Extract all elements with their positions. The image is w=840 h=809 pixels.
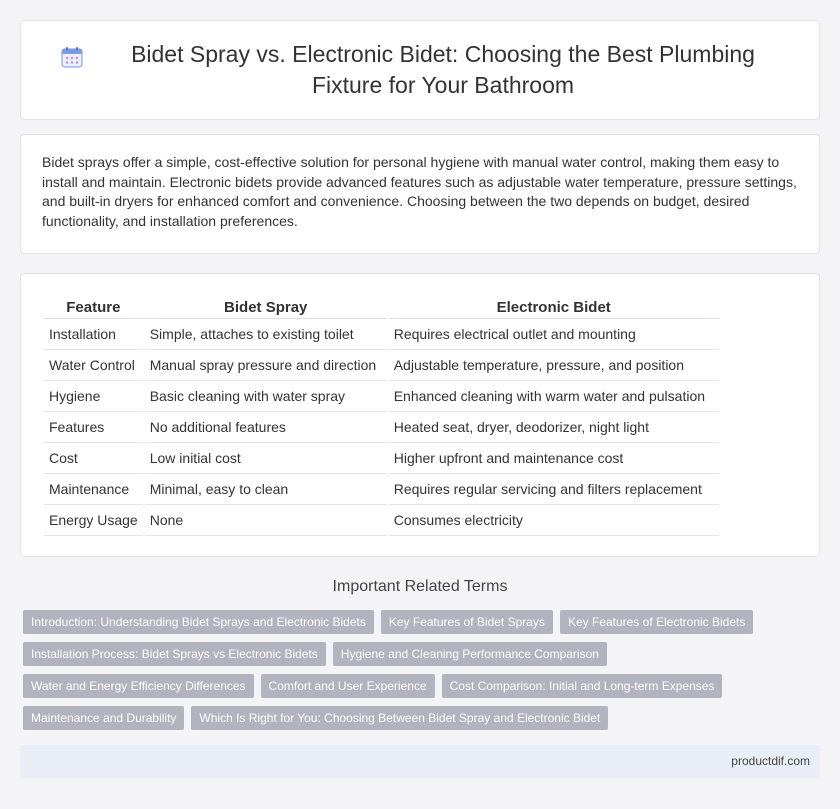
related-term-tag[interactable]: Key Features of Bidet Sprays: [381, 610, 553, 634]
tag-row: [23, 610, 823, 634]
column-header-bidet-spray: Bidet Spray: [145, 294, 387, 319]
table-row: [44, 412, 719, 443]
related-terms-tags: [23, 610, 823, 738]
table-cell: Manual spray pressure and direction: [145, 350, 387, 381]
table-cell: Requires electrical outlet and mounting: [389, 319, 719, 350]
related-term-tag[interactable]: Hygiene and Cleaning Performance Comparison: [333, 642, 607, 666]
column-header-feature: Feature: [44, 294, 143, 319]
table-cell: Minimal, easy to clean: [145, 474, 387, 505]
footer-site-link[interactable]: productdif.com: [731, 754, 810, 768]
table-cell: Low initial cost: [145, 443, 387, 474]
table-cell: Heated seat, dryer, deodorizer, night light: [389, 412, 719, 443]
table-cell: Simple, attaches to existing toilet: [145, 319, 387, 350]
column-header-electronic-bidet: Electronic Bidet: [389, 294, 719, 319]
related-term-tag[interactable]: Cost Comparison: Initial and Long-term Expenses: [442, 674, 723, 698]
related-terms-heading: Important Related Terms: [332, 578, 508, 595]
related-term-tag[interactable]: Water and Energy Efficiency Differences: [23, 674, 254, 698]
table-cell: None: [145, 505, 387, 536]
table-cell: Maintenance: [44, 474, 143, 505]
table-cell: Enhanced cleaning with warm water and pulsation: [389, 381, 719, 412]
table-cell: Cost: [44, 443, 143, 474]
table-cell: Adjustable temperature, pressure, and position: [389, 350, 719, 381]
table-header-row: [44, 294, 719, 319]
table-cell: Consumes electricity: [389, 505, 719, 536]
table-cell: No additional features: [145, 412, 387, 443]
table-row: [44, 350, 719, 381]
table-row: [44, 319, 719, 350]
table-row: [44, 443, 719, 474]
tag-row: [23, 642, 823, 666]
table-cell: Water Control: [44, 350, 143, 381]
related-term-tag[interactable]: Maintenance and Durability: [23, 706, 184, 730]
table-cell: Basic cleaning with water spray: [145, 381, 387, 412]
tag-row: [23, 674, 823, 698]
intro-paragraph: Bidet sprays offer a simple, cost-effective solution for personal hygiene with manual water control, making them easy to install and maintain. Electronic bidets provide advanced features such as adjustable water temperature, pressure settings, and built-in dryers for enhanced comfort and convenience. Choosing between the two depends on budget, desired functionality, and installation preferences.: [42, 154, 797, 229]
table-cell: Energy Usage: [44, 505, 143, 536]
related-term-tag[interactable]: Key Features of Electronic Bidets: [560, 610, 753, 634]
calendar-icon: [61, 46, 83, 68]
title-wrap: [21, 39, 819, 101]
footer: [20, 745, 820, 778]
related-term-tag[interactable]: Installation Process: Bidet Sprays vs Electronic Bidets: [23, 642, 326, 666]
comparison-table: [42, 294, 721, 536]
table-cell: Features: [44, 412, 143, 443]
table-row: [44, 505, 719, 536]
related-term-tag[interactable]: Introduction: Understanding Bidet Sprays and Electronic Bidets: [23, 610, 374, 634]
related-term-tag[interactable]: Which Is Right for You: Choosing Between Bidet Spray and Electronic Bidet: [191, 706, 608, 730]
table-row: [44, 474, 719, 505]
table-row: [44, 381, 719, 412]
related-term-tag[interactable]: Comfort and User Experience: [261, 674, 435, 698]
table-cell: Requires regular servicing and filters replacement: [389, 474, 719, 505]
table-cell: Higher upfront and maintenance cost: [389, 443, 719, 474]
tag-row: [23, 706, 823, 730]
header-card: [20, 20, 820, 120]
comparison-table-card: [20, 273, 820, 557]
intro-card: [20, 134, 820, 254]
page-title: Bidet Spray vs. Electronic Bidet: Choosing the Best Plumbing Fixture for Your Bathroom: [131, 41, 755, 98]
table-cell: Hygiene: [44, 381, 143, 412]
table-cell: Installation: [44, 319, 143, 350]
